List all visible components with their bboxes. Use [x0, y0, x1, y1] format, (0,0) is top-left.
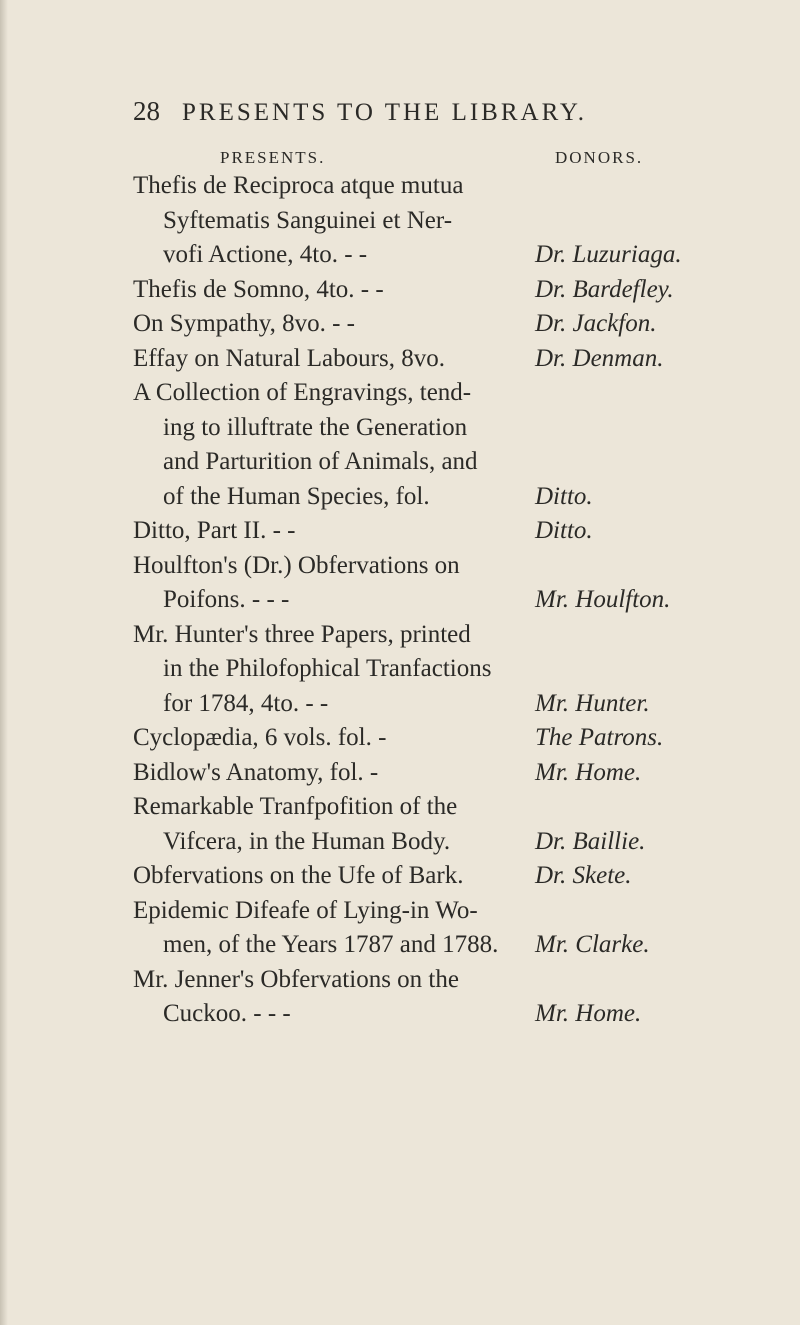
entry-donor: Ditto.: [535, 517, 593, 544]
entry-continuation: ing to illuftrate the Generation: [163, 413, 468, 441]
entry-continuation: Syftematis Sanguinei et Ner-: [163, 206, 453, 234]
presents-column-heading: PRESENTS.: [220, 148, 326, 167]
entry-continuation: vofi Actione, 4to. - -: [163, 241, 368, 268]
entry-donor: Dr. Jackfon.: [535, 310, 657, 337]
entry-title: Bidlow's Anatomy, fol. -: [133, 758, 379, 786]
entry-title: Cyclopædia, 6 vols. fol. -: [133, 724, 387, 751]
entry-donor: Dr. Bardefley.: [535, 275, 674, 303]
entry-title: Obfervations on the Ufe of Bark.: [133, 862, 464, 889]
page-number: 28: [133, 96, 160, 126]
entry-title: Ditto, Part II. - -: [133, 517, 296, 544]
running-header: [133, 96, 693, 127]
page-edge: [0, 0, 8, 1325]
entry-donor: Dr. Skete.: [535, 862, 632, 889]
entry-donor: Mr. Hunter.: [535, 689, 650, 717]
entry-title: A Collection of Engravings, tend-: [133, 379, 472, 406]
entry-donor: Ditto.: [535, 482, 593, 510]
donors-column-heading: DONORS.: [555, 148, 644, 167]
running-title: PRESENTS TO THE LIBRARY.: [182, 99, 587, 126]
entry-title: Epidemic Difeafe of Lying-in Wo-: [133, 896, 478, 924]
entry-title: Mr. Jenner's Obfervations on the: [133, 965, 459, 993]
entry-continuation: and Parturition of Animals, and: [163, 448, 478, 475]
entry-title: Effay on Natural Labours, 8vo.: [133, 344, 445, 372]
entry-title: Remarkable Tranfpofition of the: [133, 793, 458, 820]
entry-title: Thefis de Somno, 4to. - -: [133, 275, 384, 303]
entry-donor: Mr. Home.: [535, 758, 642, 786]
entry-donor: Mr. Houlfton.: [535, 586, 671, 613]
entry-donor: Dr. Baillie.: [535, 827, 646, 855]
entry-continuation: of the Human Species, fol.: [163, 482, 430, 510]
entry-donor: Mr. Home.: [535, 1000, 642, 1027]
entry-title: Mr. Hunter's three Papers, printed: [133, 620, 471, 648]
entry-donor: Dr. Luzuriaga.: [535, 241, 682, 268]
entry-continuation: Vifcera, in the Human Body.: [163, 827, 451, 855]
entry-continuation: Cuckoo. - - -: [163, 1000, 291, 1027]
entry-continuation: men, of the Years 1787 and 1788.: [163, 931, 499, 958]
entry-continuation: for 1784, 4to. - -: [163, 689, 329, 717]
entry-title: On Sympathy, 8vo. - -: [133, 310, 355, 337]
entry-donor: The Patrons.: [535, 724, 664, 751]
entry-donor: Dr. Denman.: [535, 344, 664, 372]
entry-continuation: in the Philofophical Tranfactions: [163, 655, 492, 682]
entry-title: Thefis de Reciproca atque mutua: [133, 172, 464, 199]
entry-continuation: Poifons. - - -: [163, 586, 290, 613]
entry-title: Houlfton's (Dr.) Obfervations on: [133, 551, 460, 579]
entry-donor: Mr. Clarke.: [535, 931, 650, 958]
